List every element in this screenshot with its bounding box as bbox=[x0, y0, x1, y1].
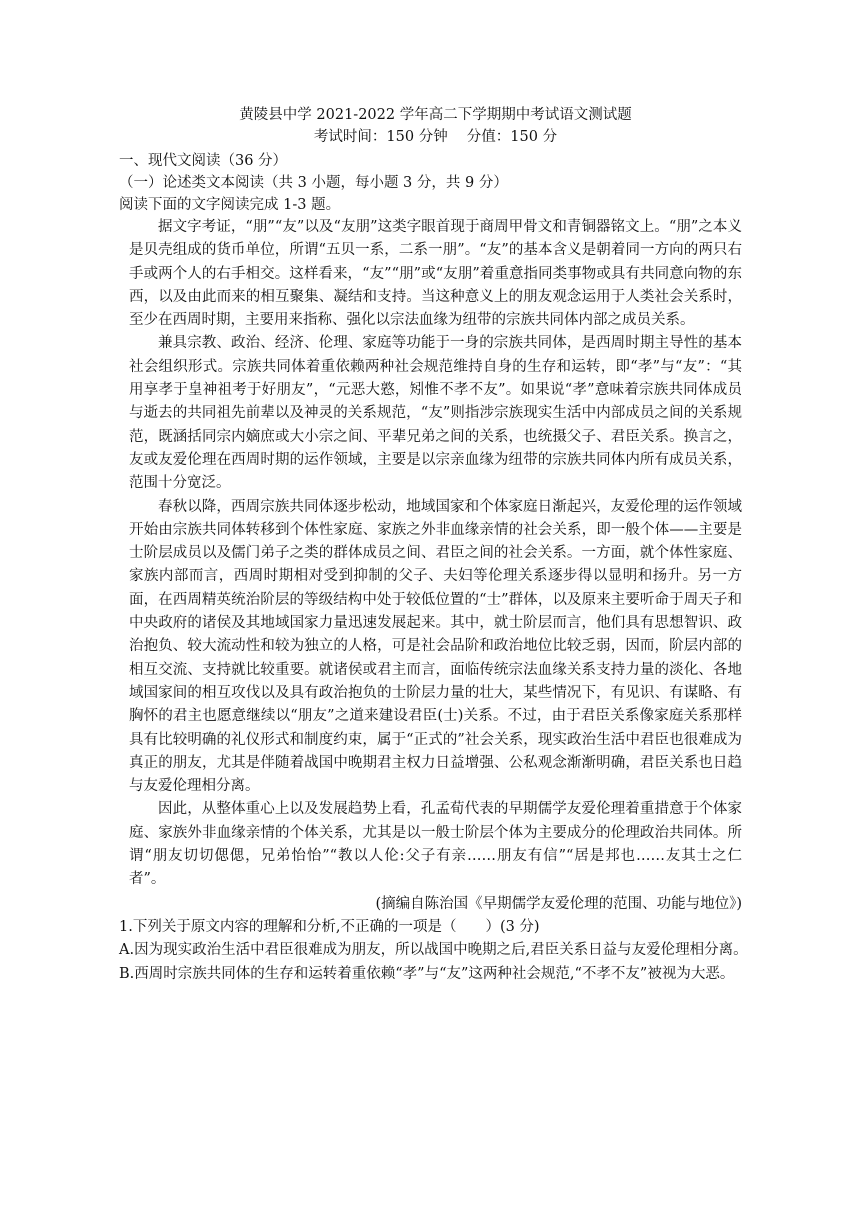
reading-passage bbox=[129, 216, 742, 916]
section-headings bbox=[119, 150, 752, 216]
exam-time-and-score: 考试时间：150 分钟 分值：150 分 bbox=[313, 129, 558, 145]
reading-instruction: 阅读下面的文字阅读完成 1-3 题。 bbox=[119, 197, 341, 213]
question-stem: 1.下列关于原文内容的理解和分析,不正确的一项是（ ）(3 分) bbox=[119, 918, 540, 935]
option-a: A.因为现实政治生活中君臣很难成为朋友，所以战国中晚期之后,君臣关系日益与友爱伦理相分离。 bbox=[119, 942, 748, 959]
passage-paragraph: 兼具宗教、政治、经济、伦理、家庭等功能于一身的宗族共同体，是西周时期主导性的基本社会组织形式。宗族共同体着重依赖两种社会规范维持自身的生存和运转，即“孝”与“友”：“其用享孝于皇神祖考于好朋友”，“元恶大憝，矧惟不孝不友”。如果说“孝”意味着宗族共同体成员与逝去的共同祖先前辈以及神灵的关系规范，“友”则指涉宗族现实生活中内部成员之间的关系规范，既涵括同宗内嫡庶或大小宗之间、平辈兄弟之间的关系，也统摄父子、君臣关系。换言之，友或友爱伦理在西周时期的运作领域，主要是以宗亲血缘为纽带的宗族共同体内所有成员关系，范围十分宽泛。 bbox=[129, 335, 742, 492]
passage-source: (摘编自陈治国《早期儒学友爱伦理的范围、功能与地位》) bbox=[375, 895, 742, 912]
subsection-heading: （一）论述类文本阅读（共 3 小题，每小题 3 分，共 9 分） bbox=[119, 175, 508, 191]
passage-paragraph: 因此，从整体重心上以及发展趋势上看，孔孟荀代表的早期儒学友爱伦理着重措意于个体家庭、家族外非血缘亲情的个体关系，尤其是以一般士阶层个体为主要成分的伦理政治共同体。所谓“朋友切切偲偲，兄弟怡怡”“教以人伦:父子有亲……朋友有信”“居是邦也……友其士之仁者”。 bbox=[129, 801, 742, 888]
option-b: B.西周时宗族共同体的生存和运转着重依赖“孝”与“友”这两种社会规范,“不孝不友”被视为大恶。 bbox=[119, 965, 735, 982]
part-heading: 一、现代文阅读（36 分） bbox=[119, 153, 288, 169]
passage-paragraph: 据文字考证，“朋”“友”以及“友朋”这类字眼首现于商周甲骨文和青铜器铭文上。“朋”之本义是贝壳组成的货币单位，所谓“五贝一系，二系一朋”。“友”的基本含义是朝着同一方向的两只右手或两个人的右手相交。这样看来，“友”“朋”或“友朋”着重意指同类事物或具有共同意向物的东西，以及由此而来的相互聚集、凝结和支持。当这种意义上的朋友观念运用于人类社会关系时，至少在西周时期，主要用来指称、强化以宗法血缘为纽带的宗族共同体内部之成员关系。 bbox=[129, 219, 742, 329]
passage-paragraph: 春秋以降，西周宗族共同体逐步松动，地域国家和个体家庭日渐起兴，友爱伦理的运作领域开始由宗族共同体转移到个体性家庭、家族之外非血缘亲情的社会关系，即一般个体——主要是士阶层成员以及儒门弟子之类的群体成员之间、君臣之间的社会关系。一方面，就个体性家庭、家族内部而言，西周时期相对受到抑制的父子、夫妇等伦理关系逐步得以显明和扬升。另一方面，在西周精英统治阶层的等级结构中处于较低位置的“士”群体，以及原来主要听命于周天子和中央政府的诸侯及其地域国家力量迅速发展起来。其中，就士阶层而言，他们具有思想智识、政治抱负、较大流动性和较为独立的人格，可是社会品阶和政治地位比较乏弱，因而，阶层内部的相互交流、支持就比较重要。就诸侯或君主而言，面临传统宗法血缘关系支持力量的淡化、各地域国家间的相互攻伐以及具有政治抱负的士阶层力量的壮大，某些情况下，有见识、有谋略、有胸怀的君主也愿意继续以“朋友”之道来建设君臣(士)关系。不过，由于君臣关系像家庭关系那样具有比较明确的礼仪形式和制度约束，属于“正式的”社会关系，现实政治生活中君臣也很难成为真正的朋友，尤其是伴随着战国中晚期君主权力日益增强、公私观念渐渐明确，君臣关系也日趋与友爱伦理相分离。 bbox=[129, 498, 742, 795]
exam-title: 黄陵县中学 2021-2022 学年高二下学期期中考试语文测试题 bbox=[239, 107, 632, 123]
question-block bbox=[119, 916, 752, 987]
